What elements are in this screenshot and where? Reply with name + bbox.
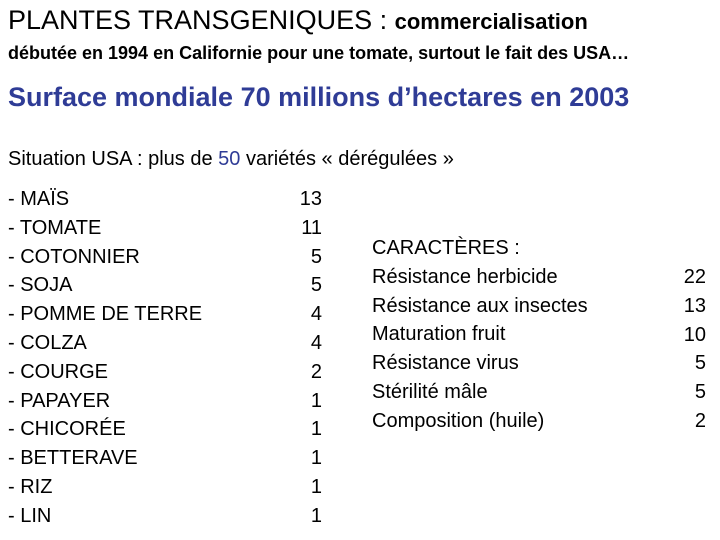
trait-item: Résistance virus (372, 352, 519, 375)
situation-prefix: Situation USA : plus de (8, 148, 219, 170)
trait-count: 10 (683, 323, 706, 346)
trait-list (372, 234, 588, 436)
slide-title-main: PLANTES TRANSGENIQUES : (8, 5, 395, 35)
crop-count: 4 (310, 303, 322, 326)
crop-item: - PAPAYER (8, 389, 111, 412)
crop-count: 1 (310, 389, 322, 412)
situation-usa-line (8, 146, 454, 172)
crop-count: 4 (310, 331, 322, 354)
crop-item: - RIZ (8, 475, 53, 498)
trait-item: Maturation fruit (372, 323, 506, 346)
crop-item: - LIN (8, 504, 52, 527)
crop-count: 1 (310, 504, 322, 527)
crop-item: - CHICORÉE (8, 418, 126, 441)
crop-count: 5 (310, 274, 322, 297)
trait-item: Composition (huile) (372, 409, 545, 432)
crop-count: 2 (310, 360, 322, 383)
crop-count: 1 (310, 447, 322, 470)
slide-subtitle: débutée en 1994 en Californie pour une tomate, surtout le fait des USA… (8, 43, 630, 63)
slide-title (8, 4, 588, 38)
trait-count: 5 (694, 352, 706, 375)
crop-item: - MAÏS (8, 188, 70, 210)
trait-count: 13 (683, 294, 706, 317)
trait-count: 5 (694, 381, 706, 404)
crop-count: 1 (310, 475, 322, 498)
trait-item: Résistance aux insectes (372, 294, 588, 317)
trait-count-list (650, 263, 706, 436)
trait-count: 2 (694, 409, 706, 432)
slide-title-sub: commercialisation (394, 9, 588, 34)
crop-item: - TOMATE (8, 216, 102, 239)
crop-count: 5 (310, 245, 322, 268)
situation-suffix: variétés « dérégulées » (240, 148, 454, 170)
crop-count-list (260, 185, 322, 531)
crop-item: - COTONNIER (8, 245, 140, 268)
situation-number: 50 (218, 148, 241, 170)
crop-count: 13 (299, 188, 322, 210)
crop-item: - COLZA (8, 331, 87, 354)
crop-item: - BETTERAVE (8, 447, 138, 470)
surface-headline: Surface mondiale 70 millions d’hectares en 2003 (8, 82, 630, 112)
crop-item: - COURGE (8, 360, 108, 383)
trait-item: Résistance herbicide (372, 265, 558, 288)
trait-heading: CARACTÈRES : (372, 237, 520, 259)
crop-item: - POMME DE TERRE (8, 303, 203, 326)
trait-item: Stérilité mâle (372, 380, 488, 403)
crop-item: - SOJA (8, 274, 73, 297)
crop-count: 1 (310, 418, 322, 441)
crop-list (8, 185, 202, 531)
trait-count: 22 (683, 266, 706, 288)
crop-count: 11 (301, 216, 322, 239)
